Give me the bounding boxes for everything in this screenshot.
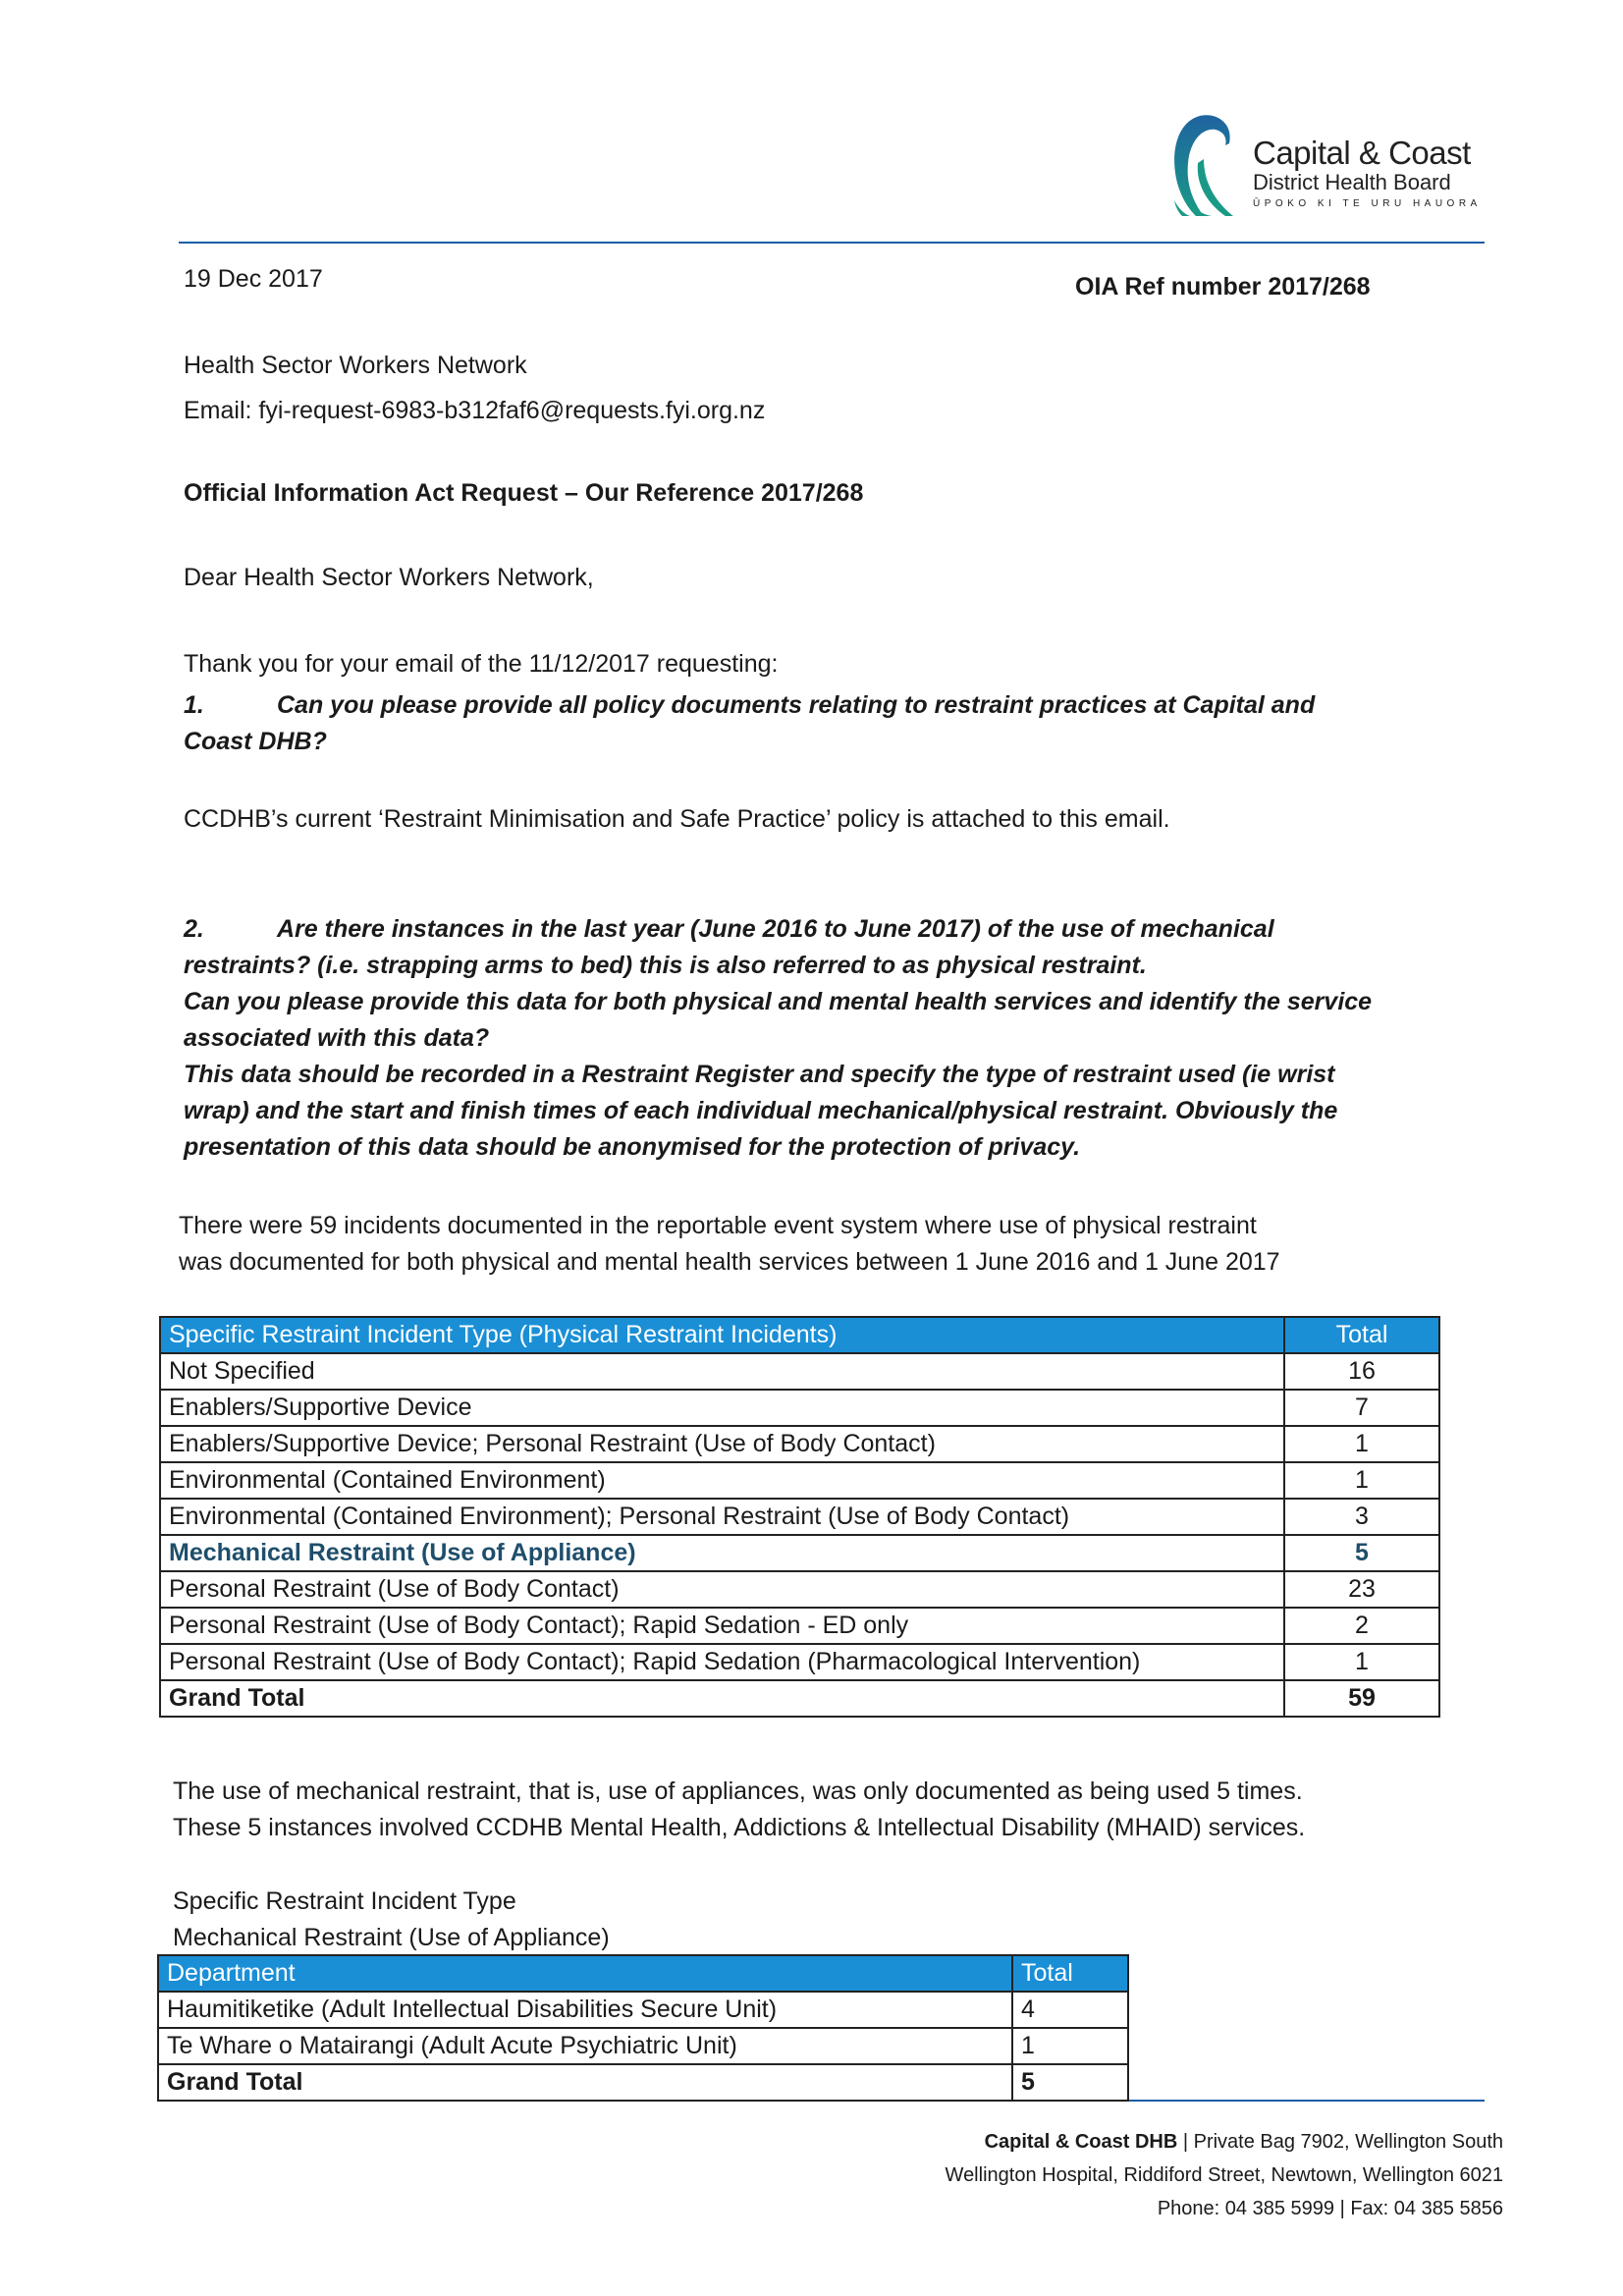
- question-2-line: wrap) and the start and finish times of each individual mechanical/physical restraint. Obviously the: [184, 1097, 1338, 1124]
- footer-divider: [1129, 2100, 1485, 2102]
- table-2-caption-line-1: Specific Restraint Incident Type: [173, 1887, 516, 1915]
- table-row: [158, 2028, 1128, 2064]
- incident-type: Environmental (Contained Environment); Personal Restraint (Use of Body Contact): [160, 1499, 1284, 1535]
- wave-logo-icon: [1168, 110, 1257, 220]
- grand-total-row: [160, 1680, 1439, 1717]
- grand-total-label: Grand Total: [160, 1680, 1284, 1717]
- table-2-caption-line-2: Mechanical Restraint (Use of Appliance): [173, 1924, 610, 1951]
- grand-total-label: Grand Total: [158, 2064, 1012, 2101]
- incident-type: Personal Restraint (Use of Body Contact); Rapid Sedation - ED only: [160, 1608, 1284, 1644]
- table-row: [160, 1608, 1439, 1644]
- question-2-number: 2.: [184, 915, 204, 943]
- question-1-line-2: Coast DHB?: [184, 728, 327, 755]
- grand-total-value: 5: [1012, 2064, 1128, 2101]
- table-row: [160, 1353, 1439, 1390]
- incident-total: 7: [1284, 1390, 1439, 1426]
- org-subtitle: District Health Board: [1253, 170, 1451, 194]
- question-2-line: This data should be recorded in a Restraint Register and specify the type of restraint used (ie wrist: [184, 1061, 1335, 1088]
- question-2-line: Are there instances in the last year (June 2016 to June 2017) of the use of mechanical: [277, 915, 1274, 943]
- incident-type: Not Specified: [160, 1353, 1284, 1390]
- intro-text: Thank you for your email of the 11/12/2017 requesting:: [184, 650, 779, 678]
- question-1-line-1: Can you please provide all policy documents relating to restraint practices at Capital and: [277, 691, 1316, 719]
- answer-2: [179, 1208, 1280, 1281]
- incident-type: Personal Restraint (Use of Body Contact): [160, 1571, 1284, 1608]
- org-name: Capital & Coast: [1253, 135, 1471, 171]
- column-header-total: Total: [1284, 1317, 1439, 1353]
- salutation: Dear Health Sector Workers Network,: [184, 564, 594, 591]
- question-1-number: 1.: [184, 691, 204, 719]
- mechanical-summary: [173, 1774, 1305, 1846]
- incident-total: 1: [1284, 1644, 1439, 1680]
- incident-type: Enablers/Supportive Device; Personal Restraint (Use of Body Contact): [160, 1426, 1284, 1462]
- answer-1: CCDHB’s current ‘Restraint Minimisation and Safe Practice’ policy is attached to this email.: [184, 805, 1170, 833]
- question-2-line: restraints? (i.e. strapping arms to bed) this is also referred to as physical restraint.: [184, 952, 1147, 979]
- answer-2-line-1: There were 59 incidents documented in the reportable event system where use of physical restraint: [179, 1212, 1257, 1239]
- table-row: [160, 1390, 1439, 1426]
- table-row-highlighted: [160, 1535, 1439, 1571]
- footer-org: Capital & Coast DHB: [984, 2131, 1178, 2153]
- answer-2-line-2: was documented for both physical and mental health services between 1 June 2016 and 1 June 2017: [179, 1248, 1280, 1276]
- incident-total: 1: [1284, 1462, 1439, 1499]
- footer-street: Wellington Hospital, Riddiford Street, Newtown, Wellington 6021: [945, 2164, 1503, 2186]
- grand-total-value: 59: [1284, 1680, 1439, 1717]
- incident-type: Mechanical Restraint (Use of Appliance): [160, 1535, 1284, 1571]
- letter-subject: Official Information Act Request – Our Reference 2017/268: [184, 479, 864, 507]
- incident-type: Personal Restraint (Use of Body Contact); Rapid Sedation (Pharmacological Intervention): [160, 1644, 1284, 1680]
- oia-reference: OIA Ref number 2017/268: [1075, 273, 1371, 301]
- recipient-name: Health Sector Workers Network: [184, 352, 527, 379]
- incident-total: 3: [1284, 1499, 1439, 1535]
- department-name: Te Whare o Matairangi (Adult Acute Psychiatric Unit): [158, 2028, 1012, 2064]
- table-row: [160, 1462, 1439, 1499]
- table-header-row: [158, 1955, 1128, 1992]
- incident-total: 2: [1284, 1608, 1439, 1644]
- incident-type: Environmental (Contained Environment): [160, 1462, 1284, 1499]
- letter-date: 19 Dec 2017: [184, 265, 323, 293]
- question-2-line: presentation of this data should be anonymised for the protection of privacy.: [184, 1133, 1081, 1161]
- org-maori-name: ŪPOKO KI TE URU HAUORA: [1253, 198, 1482, 209]
- incident-total: 5: [1284, 1535, 1439, 1571]
- table-row: [160, 1426, 1439, 1462]
- table-row: [158, 1992, 1128, 2028]
- mechanical-summary-line-2: These 5 instances involved CCDHB Mental Health, Addictions & Intellectual Disability (MHAID) services.: [173, 1814, 1306, 1841]
- incident-total: 1: [1284, 1426, 1439, 1462]
- mechanical-summary-line-1: The use of mechanical restraint, that is, use of appliances, was only documented as being used 5 times.: [173, 1777, 1303, 1805]
- header-divider: [179, 242, 1485, 244]
- question-1: [184, 687, 1480, 760]
- letterhead-logo: [1168, 110, 1492, 220]
- restraint-incident-table: [159, 1316, 1440, 1718]
- department-total: 4: [1012, 1992, 1128, 2028]
- question-2-line: associated with this data?: [184, 1024, 490, 1052]
- column-header-type: Specific Restraint Incident Type (Physical Restraint Incidents): [160, 1317, 1284, 1353]
- column-header-total: Total: [1012, 1955, 1128, 1992]
- footer-contact: Phone: 04 385 5999 | Fax: 04 385 5856: [1157, 2198, 1503, 2219]
- incident-type: Enablers/Supportive Device: [160, 1390, 1284, 1426]
- footer-postal: | Private Bag 7902, Wellington South: [1177, 2131, 1503, 2153]
- grand-total-row: [158, 2064, 1128, 2101]
- table-row: [160, 1571, 1439, 1608]
- table-row: [160, 1499, 1439, 1535]
- table-row: [160, 1644, 1439, 1680]
- department-table: [157, 1954, 1129, 2102]
- question-2-line: Can you please provide this data for both physical and mental health services and identify the service: [184, 988, 1373, 1015]
- footer-address: [946, 2125, 1503, 2225]
- question-2: [184, 911, 1489, 1166]
- incident-total: 23: [1284, 1571, 1439, 1608]
- department-total: 1: [1012, 2028, 1128, 2064]
- incident-total: 16: [1284, 1353, 1439, 1390]
- recipient-email[interactable]: Email: fyi-request-6983-b312faf6@requests.fyi.org.nz: [184, 397, 766, 424]
- table-2-caption: [173, 1884, 610, 1956]
- column-header-department: Department: [158, 1955, 1012, 1992]
- department-name: Haumitiketike (Adult Intellectual Disabilities Secure Unit): [158, 1992, 1012, 2028]
- table-header-row: [160, 1317, 1439, 1353]
